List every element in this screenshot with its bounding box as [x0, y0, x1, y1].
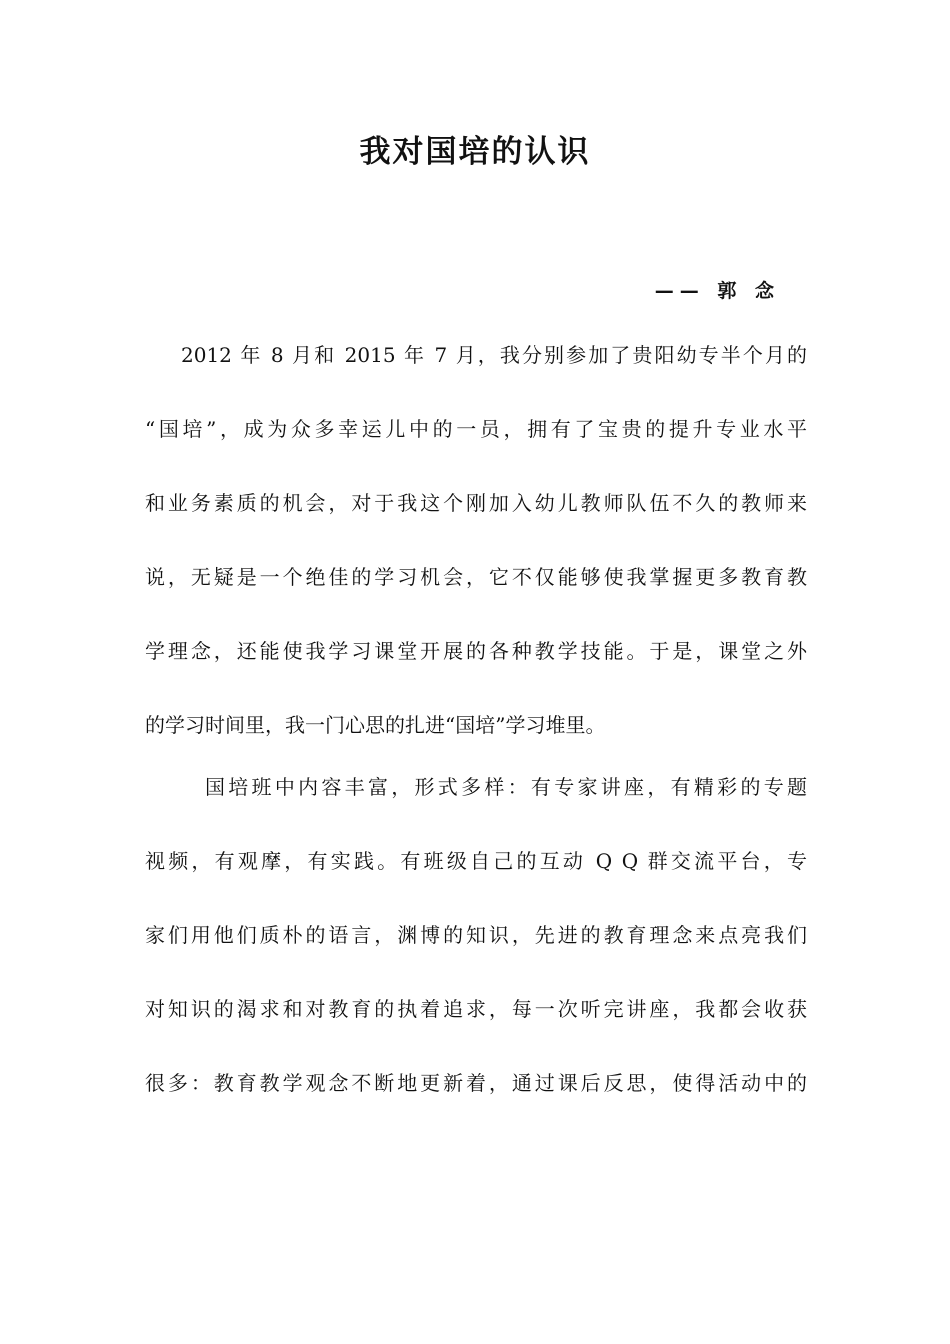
paragraph-line: 和业务素质的机会，对于我这个刚加入幼儿教师队伍不久的教师来 [145, 491, 807, 515]
paragraph-line: 对知识的渴求和对教育的执着追求，每一次听完讲座，我都会收获 [145, 997, 807, 1021]
paragraph-line: 学理念，还能使我学习课堂开展的各种教学技能。于是，课堂之外 [145, 639, 807, 663]
paragraph-line: 说，无疑是一个绝佳的学习机会，它不仅能够使我掌握更多教育教 [145, 565, 807, 589]
paragraph-line: 的学习时间里，我一门心思的扎进“国培”学习堆里。 [145, 713, 606, 737]
paragraph-line: 家们用他们质朴的语言，渊博的知识，先进的教育理念来点亮我们 [145, 923, 807, 947]
paragraph-line: “国培”，成为众多幸运儿中的一员，拥有了宝贵的提升专业水平 [145, 417, 807, 441]
paragraph-line: 视频，有观摩，有实践。有班级自己的互动 Q Q 群交流平台，专 [145, 849, 807, 873]
author-line: —— 郭 念 [654, 280, 780, 302]
paragraph-line: 很多：教育教学观念不断地更新着，通过课后反思，使得活动中的 [145, 1071, 807, 1095]
paragraph-line: 国培班中内容丰富，形式多样：有专家讲座，有精彩的专题 [205, 775, 807, 799]
paragraph-1 [145, 335, 807, 779]
paragraph-2 [145, 767, 807, 1137]
document-title: 我对国培的认识 [359, 134, 591, 170]
paragraph-line: 2012 年 8 月和 2015 年 7 月，我分别参加了贵阳幼专半个月的 [181, 343, 807, 367]
